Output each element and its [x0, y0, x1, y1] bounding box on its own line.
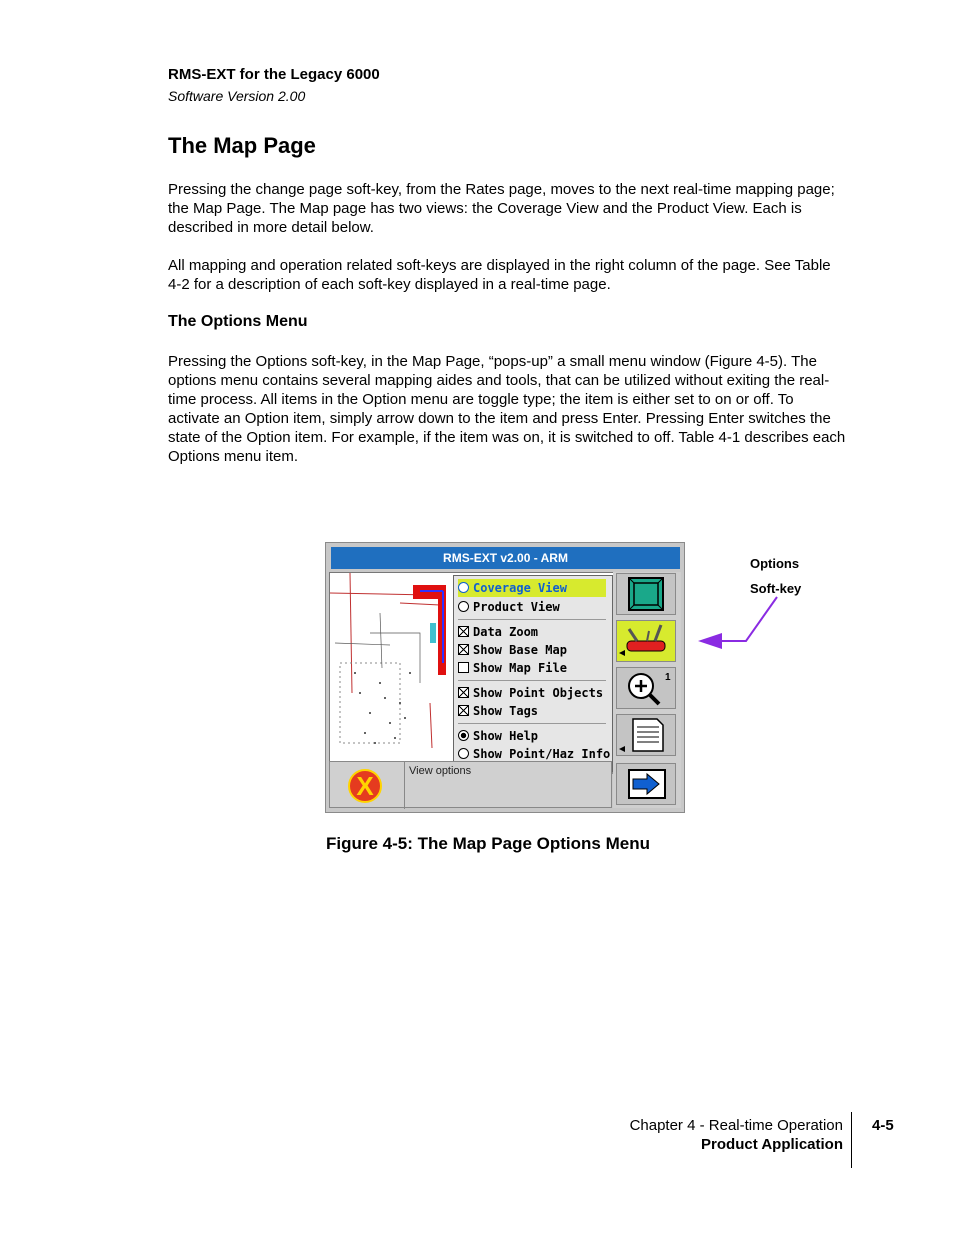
figure-caption: Figure 4-5: The Map Page Options Menu [326, 834, 650, 853]
radio-icon [458, 730, 469, 741]
radio-icon [458, 582, 469, 593]
figure-screenshot [325, 542, 685, 813]
menu-item-show-map-file[interactable] [458, 659, 567, 677]
menu-divider [458, 619, 606, 620]
menu-item-show-point-objects[interactable] [458, 684, 603, 702]
softkey-column [613, 572, 681, 808]
menu-item-show-help[interactable] [458, 727, 538, 745]
menu-item-show-base-map[interactable] [458, 641, 567, 659]
document-icon [617, 715, 675, 755]
window-titlebar: RMS-EXT v2.00 - ARM [331, 547, 680, 569]
footer-section: Product Application [701, 1136, 843, 1153]
callout-label-options: Options [750, 556, 800, 571]
exit-button[interactable]: X [348, 769, 382, 803]
menu-item-product-view[interactable] [458, 598, 560, 616]
menu-item-show-tags[interactable] [458, 702, 538, 720]
checkbox-icon [458, 687, 469, 698]
multitool-icon [617, 621, 675, 661]
zoom-in-icon [617, 668, 675, 708]
page-number: 4-5 [872, 1117, 894, 1134]
running-header-subtitle: Software Version 2.00 [168, 88, 306, 104]
radio-icon [458, 748, 469, 759]
status-text: View options [409, 765, 472, 777]
menu-divider [458, 723, 606, 724]
menu-item-label: Show Base Map [473, 643, 567, 657]
next-arrow-icon [617, 764, 675, 804]
softkey-next-page[interactable] [616, 763, 676, 805]
callout-arrow [690, 595, 790, 655]
footer-divider [851, 1112, 852, 1168]
softkey-change-view[interactable] [616, 573, 676, 615]
softkey-document[interactable] [616, 714, 676, 756]
window-icon [617, 574, 675, 614]
menu-item-label: Show Point/Haz Info [473, 747, 611, 761]
paragraph-softkeys: All mapping and operation related soft-keys are displayed in the right column of the page. See Table 4-2 for a description of each soft-key displayed in a real-time page. [168, 257, 831, 293]
menu-item-label: Coverage View [473, 581, 567, 595]
section-title: The Map Page [168, 133, 316, 158]
radio-icon [458, 601, 469, 612]
checkbox-icon [458, 705, 469, 716]
zoom-level-badge: 1 [665, 672, 671, 683]
checkbox-icon [458, 644, 469, 655]
menu-item-label: Show Point Objects [473, 686, 604, 700]
menu-item-label: Show Help [473, 729, 539, 743]
menu-item-coverage-view[interactable] [458, 579, 606, 597]
running-header-title: RMS-EXT for the Legacy 6000 [168, 66, 380, 83]
menu-item-label: Show Map File [473, 661, 567, 675]
softkey-zoom[interactable] [616, 667, 676, 709]
callout-label-softkey: Soft-key [750, 581, 802, 596]
checkbox-icon [458, 662, 469, 673]
footer-chapter: Chapter 4 - Real-time Operation [629, 1117, 843, 1134]
options-menu [453, 575, 613, 772]
subsection-title: The Options Menu [168, 313, 308, 330]
paragraph-intro: Pressing the change page soft-key, from the Rates page, moves to the next real-time mapping page; the Map Page. The Map page has two views: the Coverage View and the Product View. Each is described in more detail below. [168, 181, 835, 236]
bottom-bar [329, 761, 612, 808]
menu-item-label: Show Tags [473, 704, 539, 718]
menu-item-data-zoom[interactable] [458, 623, 538, 641]
status-divider [404, 762, 405, 809]
checkbox-icon [458, 626, 469, 637]
menu-item-label: Product View [473, 600, 560, 614]
menu-divider [458, 680, 606, 681]
softkey-options[interactable] [616, 620, 676, 662]
paragraph-options: Pressing the Options soft-key, in the Map Page, “pops-up” a small menu window (Figure 4-5). The options menu contains several mapping aides and tools, that can be utilized without exiting the real-time process. All items in the Option menu are toggle type; the item is either set to on or off. To activate an Option item, simply arrow down to the item and press Enter. Pressing Enter switches the state of the Option item. For example, if the item was on, it is switched to off. Table 4-1 describes each Options menu item. [168, 353, 846, 465]
menu-item-label: Data Zoom [473, 625, 539, 639]
